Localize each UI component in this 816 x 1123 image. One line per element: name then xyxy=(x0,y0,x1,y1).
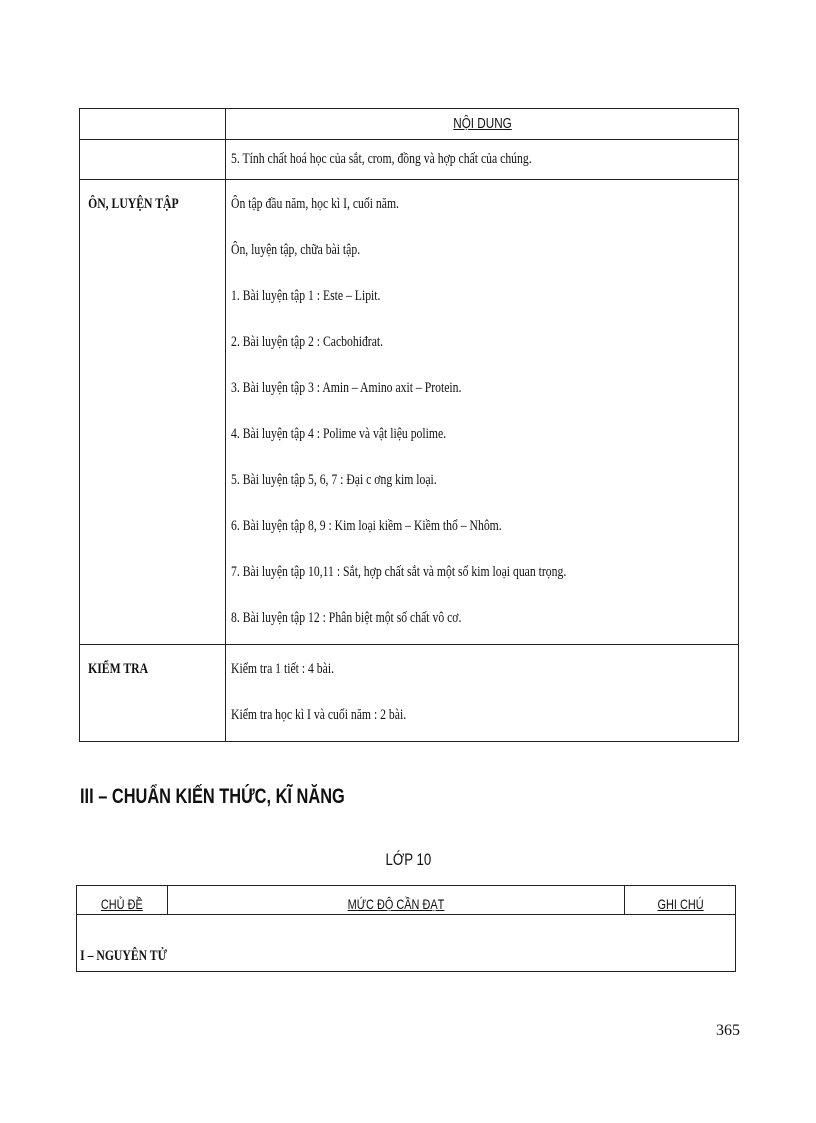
row-review xyxy=(80,180,739,645)
review-line: 2. Bài luyện tập 2 : Cacbohiđrat. xyxy=(231,334,384,350)
content-header-row xyxy=(80,109,739,140)
header-empty-cell xyxy=(80,109,226,140)
section-heading xyxy=(80,785,419,809)
row-test-content xyxy=(226,645,739,742)
test-line: Kiểm tra học kì I và cuối năm : 2 bài. xyxy=(231,707,407,723)
row-test-label-cell xyxy=(80,645,226,742)
test-line: Kiểm tra 1 tiết : 4 bài. xyxy=(231,661,335,677)
header-content-cell xyxy=(226,109,739,140)
review-line: Ôn tập đầu năm, học kì I, cuối năm. xyxy=(231,196,399,212)
standards-topic-cell xyxy=(77,915,736,972)
grade-title-text: LỚP 10 xyxy=(385,850,431,869)
standards-table xyxy=(76,885,736,972)
review-line: 6. Bài luyện tập 8, 9 : Kim loại kiềm – Kiềm thổ – Nhôm. xyxy=(231,518,502,534)
row-review-label-cell xyxy=(80,180,226,645)
review-line: 5. Bài luyện tập 5, 6, 7 : Đại c ơng kim loại. xyxy=(231,472,437,488)
row-chemistry xyxy=(80,140,739,180)
content-table xyxy=(79,108,739,742)
page-number: 365 xyxy=(716,1022,740,1039)
row-review-content xyxy=(226,180,739,645)
review-line: 8. Bài luyện tập 12 : Phân biệt một số chất vô cơ. xyxy=(231,610,462,626)
standards-row xyxy=(77,915,736,972)
header-topic: CHỦ ĐỀ xyxy=(77,886,168,915)
review-line: 7. Bài luyện tập 10,11 : Sắt, hợp chất sắt và một số kim loại quan trọng. xyxy=(231,564,567,580)
review-line: Ôn, luyện tập, chữa bài tập. xyxy=(231,242,361,258)
header-content-label: NỘI DUNG xyxy=(452,115,512,132)
review-line: 4. Bài luyện tập 4 : Polime và vật liệu polime. xyxy=(231,426,447,442)
header-notes: GHI CHÚ xyxy=(625,886,736,915)
section-heading-text: III – CHUẨN KIẾN THỨC, KĨ NĂNG xyxy=(80,785,345,808)
row-chemistry-content xyxy=(226,140,739,180)
review-line: 1. Bài luyện tập 1 : Este – Lipit. xyxy=(231,288,381,304)
first-topic: I – NGUYÊN TỬ xyxy=(80,948,167,964)
review-line: 3. Bài luyện tập 3 : Amin – Amino axit – Protein. xyxy=(231,380,462,396)
chemistry-item: 5. Tính chất hoá học của sắt, crom, đồng và hợp chất của chúng. xyxy=(231,151,532,167)
standards-header-row xyxy=(77,886,736,915)
grade-title xyxy=(0,850,816,870)
row-review-label: ÔN, LUYỆN TẬP xyxy=(88,196,179,212)
header-level: MỨC ĐỘ CẦN ĐẠT xyxy=(167,886,624,915)
row-chemistry-label xyxy=(80,140,226,180)
row-test-label: KIỂM TRA xyxy=(88,661,149,677)
row-test xyxy=(80,645,739,742)
